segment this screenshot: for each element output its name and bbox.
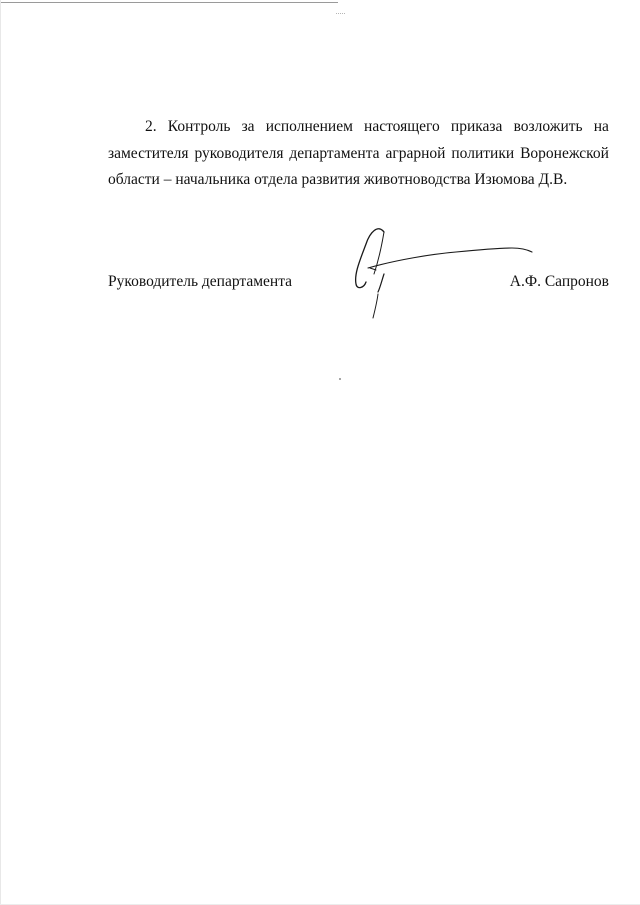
scan-top-mark: [336, 13, 345, 14]
paragraph-word: приказа: [450, 118, 503, 135]
order-paragraph-2: [108, 114, 609, 194]
paragraph-number: 2.: [145, 118, 157, 135]
scan-left-edge: [0, 0, 1, 905]
paragraph-word: руководителя: [194, 144, 284, 162]
paragraph-word: за: [241, 118, 255, 135]
paragraph-line-1: [108, 114, 609, 141]
paragraph-word: на: [593, 118, 609, 135]
paragraph-word: заместителя: [108, 144, 189, 162]
paragraph-word: Контроль: [167, 118, 231, 135]
paragraph-word: исполнением: [265, 118, 353, 135]
paragraph-word: департамента: [289, 144, 380, 162]
signatory-name: А.Ф. Сапронов: [509, 273, 609, 290]
paragraph-line-3: области – начальника отдела развития животноводства Изюмова Д.В.: [108, 171, 568, 188]
paragraph-word: аграрной: [385, 144, 446, 162]
paragraph-word: Воронежской: [520, 144, 609, 162]
signatory-title: Руководитель департамента: [108, 273, 293, 290]
paragraph-line-2: [108, 141, 609, 168]
paragraph-word: политики: [451, 144, 515, 162]
scan-top-border: [0, 2, 338, 3]
scan-speck: [339, 378, 341, 380]
paragraph-word: возложить: [513, 118, 583, 135]
paragraph-word: настоящего: [364, 118, 440, 135]
